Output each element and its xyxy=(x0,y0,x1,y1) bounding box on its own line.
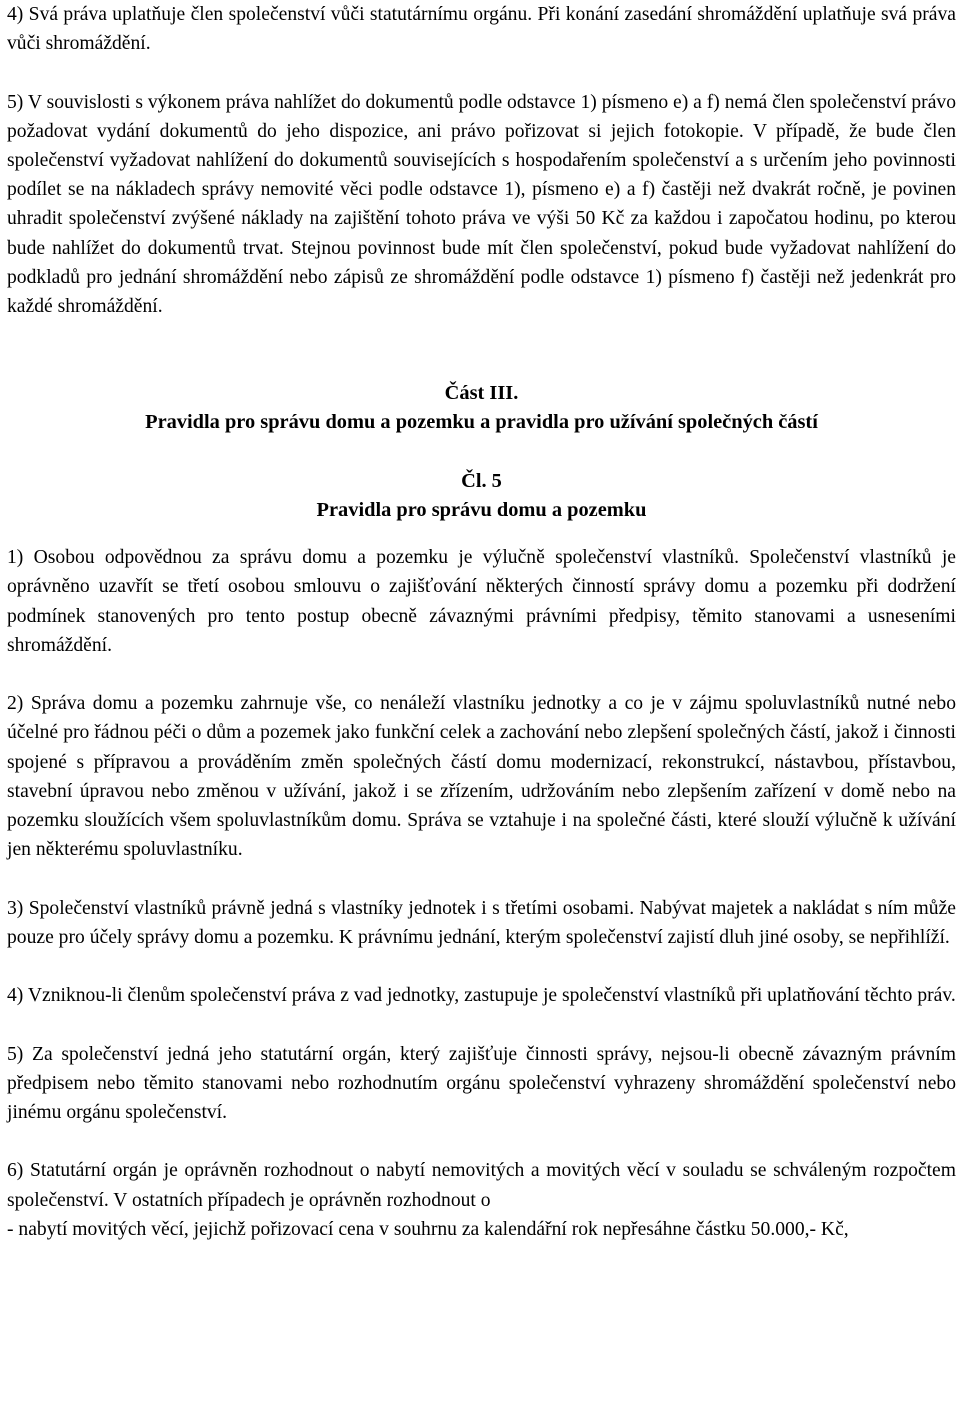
article-paragraph-6: 6) Statutární orgán je oprávněn rozhodnout o nabytí nemovitých a movitých věcí v souladu se schváleným rozpočtem společenství. V ostatních případech je oprávněn rozhodnout o xyxy=(7,1160,956,1211)
article-paragraph-5: 5) Za společenství jedná jeho statutární orgán, který zajišťuje činnosti správy, nejsou-li obecně závazným právním předpisem nebo těmito stanovami nebo rozhodnutím orgánu společenství vyhrazeny shromáždění společenství nebo jinému orgánu společenství. xyxy=(7,1043,956,1124)
article-paragraph-1: 1) Osobou odpovědnou za správu domu a pozemku je výlučně společenství vlastníků. Společenství vlastníků je oprávněno uzavřít se třetí osobou smlouvu o zajišťování některých činností správy domu a pozemku při dodržení podmínek stanovených pro tento postup obecně závaznými právními předpisy, těmito stanovami a usneseními shromáždění. xyxy=(7,547,956,656)
article-heading: Čl. 5 xyxy=(461,469,502,492)
article-paragraph-6-item-1: - nabytí movitých věcí, jejichž pořizovací cena v souhrnu za kalendářní rok nepřesáhne částku 50.000,- Kč, xyxy=(7,1218,849,1240)
part-title: Pravidla pro správu domu a pozemku a pravidla pro užívání společných částí xyxy=(145,411,818,434)
article-paragraph-4: 4) Vzniknou-li členům společenství práva z vad jednotky, zastupuje je společenství vlastníků při uplatňování těchto práv. xyxy=(7,985,956,1007)
paragraph-4: 4) Svá práva uplatňuje člen společenství vůči statutárnímu orgánu. Při konání zasedání shromáždění uplatňuje svá práva vůči shromáždění. xyxy=(7,4,956,55)
article-title: Pravidla pro správu domu a pozemku xyxy=(316,499,647,522)
article-paragraph-2: 2) Správa domu a pozemku zahrnuje vše, co nenáleží vlastníku jednotky a co je v zájmu spoluvlastníků nutné nebo účelné pro řádnou péči o dům a pozemek jako funkční celek a zachování nebo zlepšení společných částí, jakož i činnosti spojené s přípravou a prováděním změn společných částí domu modernizací, rekonstrukcí, nástavbou, přístavbou, stavební úpravou nebo změnou v užívání, jakož i se zřízením, udržováním nebo zlepšením zařízení v domě nebo na pozemku sloužících všem spoluvlastníkům domu. Správa se vztahuje i na společné části, které slouží výlučně k užívání jen některému spoluvlastníku. xyxy=(7,693,956,861)
document-page xyxy=(7,0,956,1244)
paragraph-5: 5) V souvislosti s výkonem práva nahlížet do dokumentů podle odstavce 1) písmeno e) a f) nemá člen společenství právo požadovat vydání dokumentů do jeho dispozice, ani právo pořizovat si jejich fotokopie. V případě, že bude člen společenství vyžadovat nahlížení do dokumentů souvisejících s hospodařením společenství a s určením jeho povinnosti podílet se na nákladech správy nemovité věci podle odstavce 1), písmeno e) a f) častěji než dvakrát ročně, je povinen uhradit společenství zvýšené náklady na zajištění tohoto práva ve výši 50 Kč za každou i započatou hodinu, po kterou bude nahlížet do dokumentů trvat. Stejnou povinnost bude mít člen společenství, pokud bude vyžadovat nahlížení do podkladů pro jednání shromáždění nebo zápisů ze shromáždění podle odstavce 1) písmeno f) častěji než jedenkrát pro každé shromáždění. xyxy=(7,91,956,318)
part-heading: Část III. xyxy=(444,382,519,405)
article-paragraph-3: 3) Společenství vlastníků právně jedná s vlastníky jednotek i s třetími osobami. Nabývat majetek a nakládat s ním může pouze pro účely správy domu a pozemku. K právnímu jednání, kterým společenství zajistí dluh jiné osoby, se nepřihlíží. xyxy=(7,897,956,948)
